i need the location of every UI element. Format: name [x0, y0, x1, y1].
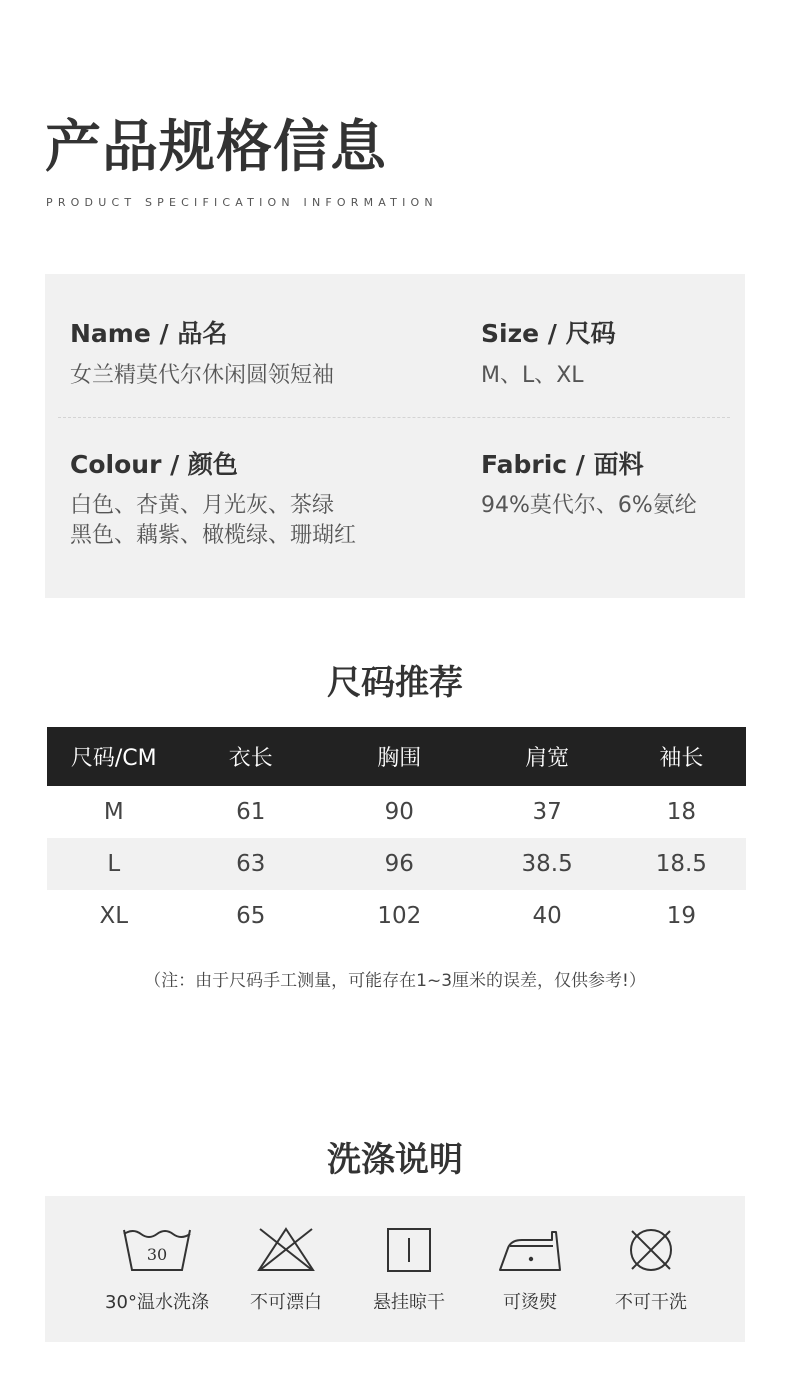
care-item-no-dry-clean: [586, 1196, 716, 1314]
info-divider: [58, 417, 730, 418]
size-label: Size / 尺码: [481, 319, 616, 348]
table-cell: 102: [377, 903, 422, 929]
size-table-header: [47, 727, 746, 786]
table-cell: M: [103, 799, 124, 825]
care-item-wash: [92, 1196, 222, 1314]
table-cell: 38.5: [478, 838, 617, 890]
table-cell: 61: [236, 799, 266, 825]
hang-dry-icon: [385, 1226, 433, 1274]
size-value: M、L、XL: [481, 363, 584, 388]
table-cell: XL: [99, 903, 129, 929]
table-cell: 96: [321, 838, 478, 890]
table-row: [47, 786, 746, 838]
header-chest: 胸围: [321, 727, 478, 786]
table-cell: 90: [384, 799, 414, 825]
care-item-iron: [465, 1196, 595, 1314]
wash-30-icon: [122, 1226, 192, 1274]
table-row: [47, 838, 746, 890]
care-label-hang-dry: 悬挂晾干: [373, 1292, 445, 1313]
colour-value-line2: 黑色、藕紫、橄榄绿、珊瑚红: [70, 523, 357, 548]
page-subtitle: PRODUCT SPECIFICATION INFORMATION: [46, 196, 438, 209]
care-panel: [45, 1196, 745, 1342]
name-value: 女兰精莫代尔休闲圆领短袖: [70, 363, 335, 388]
colour-label: Colour / 颜色: [70, 450, 238, 479]
care-section-title: 洗涤说明: [327, 1140, 463, 1180]
table-cell: L: [47, 838, 180, 890]
care-label-wash: 30°温水洗涤: [105, 1292, 209, 1313]
care-item-no-bleach: [221, 1196, 351, 1314]
header-length: 衣长: [180, 727, 321, 786]
size-section-title: 尺码推荐: [327, 663, 463, 703]
fabric-value: 94%莫代尔、6%氨纶: [481, 493, 697, 518]
no-bleach-icon: [256, 1226, 316, 1274]
header-size: 尺码/CM: [47, 727, 180, 786]
table-cell: 18.5: [617, 838, 746, 890]
header-shoulder: 肩宽: [478, 727, 617, 786]
size-table: [47, 727, 746, 942]
table-row: [47, 890, 746, 942]
table-cell: 18: [666, 799, 696, 825]
iron-icon: [498, 1226, 562, 1274]
table-cell: 40: [532, 903, 562, 929]
name-label: Name / 品名: [70, 319, 228, 348]
page-title: 产品规格信息: [45, 115, 387, 180]
fabric-label: Fabric / 面料: [481, 450, 644, 479]
care-item-hang-dry: [344, 1196, 474, 1314]
colour-value-line1: 白色、杏黄、月光灰、茶绿: [70, 493, 335, 518]
care-label-no-dry-clean: 不可干洗: [615, 1292, 687, 1313]
wash-temp-badge: 30: [146, 1245, 168, 1264]
size-note: （注：由于尺码手工测量，可能存在1~3厘米的误差，仅供参考!）: [144, 971, 646, 991]
care-label-no-bleach: 不可漂白: [250, 1292, 322, 1313]
table-cell: 63: [180, 838, 321, 890]
header-sleeve: 袖长: [617, 727, 746, 786]
no-dry-clean-icon: [627, 1226, 675, 1274]
table-cell: 65: [236, 903, 266, 929]
care-label-iron: 可烫熨: [503, 1292, 557, 1313]
table-cell: 19: [666, 903, 696, 929]
table-cell: 37: [532, 799, 562, 825]
